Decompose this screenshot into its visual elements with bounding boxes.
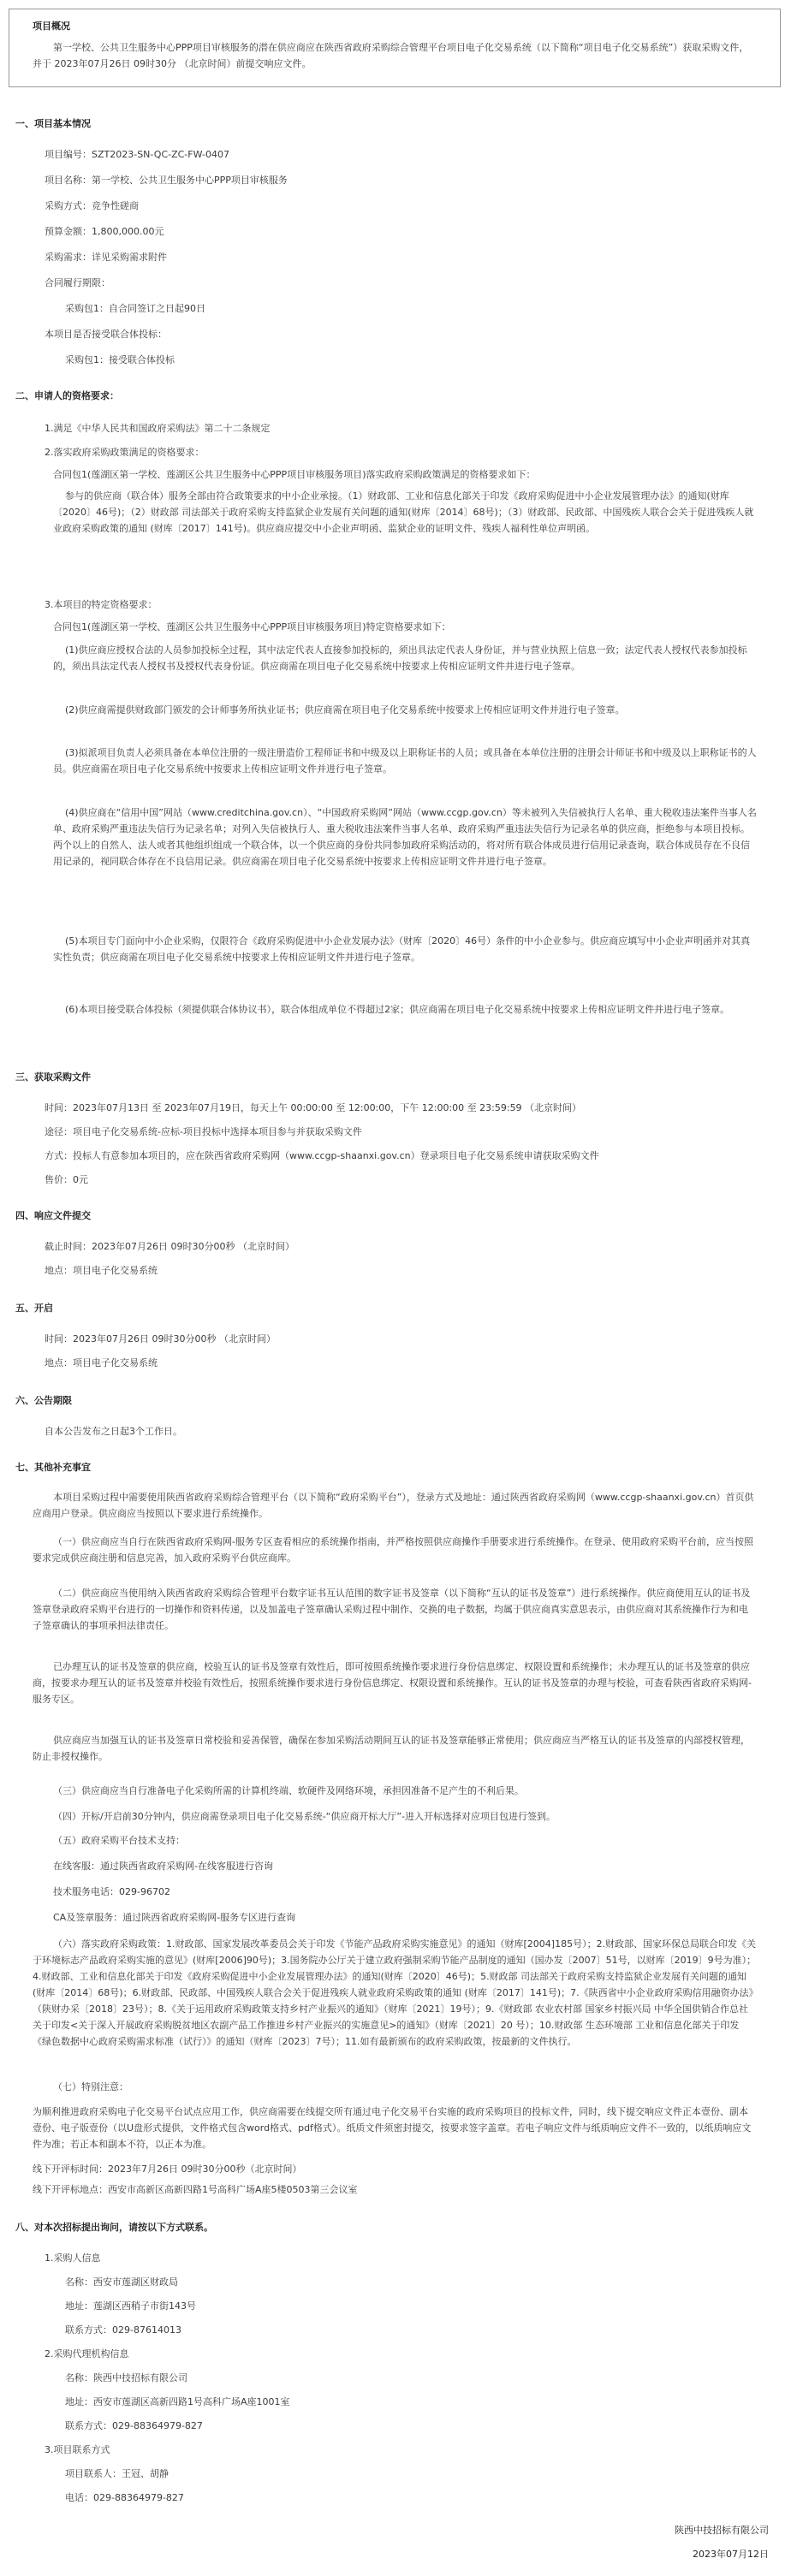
section-3-title: 三、获取采购文件 — [15, 1071, 91, 1083]
project-contact-heading: 3.项目联系方式 — [45, 2444, 110, 2455]
supplement-item-6-policies: （六）落实政府采购政策：1.财政部、国家发展改革委员会关于印发《节能产品政府采购实施意见》的通知（财库[2004]185号）；2.财政部、国家环保总局联合印发《关于环境标志产品政府采购实施的意见》(财库[2006]90号)；3.国务院办公厅关于建立政府强制采购节能产品制度的通知（国办发〔2007〕51号，以财库〔2019〕9号为准）；4.财政部、工业和信息化部关于印发《政府采购促进中小企业发展管理办法》的通知(财库〔2020〕46号)；5.财政部 司法部关于政府采购支持监狱企业发展有关问题的通知(财库〔2014〕68号)；6.财政部、民政部、中国残疾人联合会关于促进残疾人就业政府采购政策的通知 (财库〔2017〕141号)；7.《陕西省中小企业政府采购信用融资办法》（陕财办采〔2018〕23号）；8.《关于运用政府采购政策支持乡村产业振兴的通知》（财库〔2021〕19号）；9.《财政部 农业农村部 国家乡村振兴局 中华全国供销合作总社关于印发<关于深入开展政府采购脱贫地区农副产品工作推进乡村产业振兴的实施意见>的通知》（财库〔2021〕20 号）；10.财政部 生态环境部 工业和信息化部关于印发《绿色数据中心政府采购需求标准（试行）》的通知（财库〔2023〕7号）；11.如有最新颁布的政府采购政策，按最新的文件执行。 — [33, 1938, 757, 2047]
procurement-requirement: 采购需求：详见采购需求附件 — [45, 252, 167, 263]
signature-date: 2023年07月12日 — [693, 2549, 769, 2560]
qualification-3b: (1)供应商应授权合法的人员参加投标全过程，其中法定代表人直接参加投标的，须出具法定代表人身份证，并与营业执照上信息一致；法定代表人授权代表参加投标的，须出具法定代表人授权书及授权代表身份证。供应商需在项目电子化交易系统中按要求上传相应证明文件并进行电子签章。 — [53, 644, 747, 672]
supplement-item-7: （七）特别注意： — [53, 2081, 128, 2092]
opening-location: 地点：项目电子化交易系统 — [45, 1357, 158, 1368]
qualification-3e: (4)供应商在“信用中国”网站（www.creditchina.gov.cn）、“中国政府采购网”网站（www.ccgp.gov.cn）等未被列入失信被执行人名单、重大税收违法案件当事人名单、政府采购严重违法失信行为记录名单；对列入失信被执行人、重大税收违法案件当事人名单、政府采购严重违法失信行为记录名单的供应商，拒绝参与本项目投标。两个以上的自然人、法人或者其他组织组成一个联合体，以一个供应商的身份共同参加政府采购活动的，将对所有联合体成员进行信用记录查询，联合体成员存在不良信用记录的，视同联合体存在不良信用记录。供应商需在项目电子化交易系统中按要求上传相应证明文件并进行电子签章。 — [53, 807, 757, 867]
announcement-period: 自本公告发布之日起3个工作日。 — [45, 1426, 182, 1437]
purchaser-contact: 联系方式：029-87614013 — [65, 2324, 181, 2336]
supplement-item-5: （五）政府采购平台技术支持： — [53, 1835, 185, 1846]
procurement-method: 采购方式：竞争性磋商 — [45, 200, 139, 211]
qualification-3: 3.本项目的特定资格要求： — [45, 599, 158, 610]
qualification-2a: 合同包1(莲湖区第一学校、莲湖区公共卫生服务中心PPP项目审核服务项目)落实政府采购政策满足的资格要求如下： — [53, 469, 536, 480]
summary-title: 项目概况 — [33, 21, 70, 32]
offline-opening-time: 线下开评标时间：2023年7月26日 09时30分00秒（北京时间） — [33, 2163, 302, 2175]
section-1-title: 一、项目基本情况 — [15, 118, 91, 129]
qualification-1: 1.满足《中华人民共和国政府采购法》第二十二条规定 — [45, 423, 271, 434]
online-service: 在线客服：通过陕西省政府采购网-在线客服进行咨询 — [53, 1861, 273, 1872]
contract-period-value: 采购包1：自合同签订之日起90日 — [65, 303, 205, 314]
consortium-label: 本项目是否接受联合体投标： — [45, 329, 167, 340]
consortium-value: 采购包1：接受联合体投标 — [65, 354, 175, 365]
supplement-item-4: （四）开标/开启前30分钟内，供应商需登录项目电子化交易系统-“供应商开标大厅”-进入开标选择对应项目包进行签到。 — [53, 1811, 556, 1822]
purchaser-address: 地址：莲湖区西稍子市街143号 — [65, 2300, 196, 2312]
acquire-channel: 途径：项目电子化交易系统-应标-项目投标中选择本项目参与并获取采购文件 — [45, 1126, 362, 1137]
agency-name: 名称：陕西中技招标有限公司 — [65, 2372, 187, 2383]
contract-period-label: 合同履行期限： — [45, 277, 110, 288]
qualification-3a: 合同包1(莲湖区第一学校、莲湖区公共卫生服务中心PPP项目审核服务项目)特定资格要求如下： — [53, 621, 451, 632]
summary-text: 第一学校、公共卫生服务中心PPP项目审核服务的潜在供应商应在陕西省政府采购综合管理平台项目电子化交易系统（以下简称“项目电子化交易系统”）获取采购文件，并于 2023年07月26日 09时30分 （北京时间）前提交响应文件。 — [33, 42, 749, 69]
purchaser-name: 名称：西安市莲湖区财政局 — [65, 2276, 178, 2288]
special-notice: 为顺利推进政府采购电子化交易平台试点应用工作，供应商需要在线提交所有通过电子化交易平台实施的政府采购项目的投标文件，同时，线下提交响应文件正本壹份、副本壹份、电子版壹份（以U盘形式提供，文件格式包含word格式、pdf格式）。纸质文件须密封提交，按要求签字盖章。若电子响应文件与纸质响应文件不一致的，以纸质响应文件为准；若正本和副本不符，以正本为准。 — [33, 2106, 752, 2150]
budget-amount: 预算金额：1,800,000.00元 — [45, 226, 164, 237]
purchaser-info-heading: 1.采购人信息 — [45, 2253, 101, 2264]
project-contact-phone: 电话：029-88364979-827 — [65, 2492, 184, 2503]
supplement-item-1: （一）供应商应当自行在陕西省政府采购网-服务专区查看相应的系统操作指南，并严格按照供应商操作手册要求进行系统操作。在登录、使用政府采购平台前，应当按照要求完成供应商注册和信息完善，加入政府采购平台供应商库。 — [33, 1536, 753, 1564]
section-5-title: 五、开启 — [15, 1303, 53, 1314]
opening-time: 时间：2023年07月26日 09时30分00秒 （北京时间） — [45, 1333, 276, 1344]
signature-org: 陕西中技招标有限公司 — [675, 2525, 769, 2536]
supplement-item-2: （二）供应商应当使用纳入陕西省政府采购综合管理平台数字证书互认范围的数字证书及签章（以下简称“互认的证书及签章”）进行系统操作。供应商使用互认的证书及签章登录政府采购平台进行的一切操作和资料传递，以及加盖电子签章确认采购过程中制作、交换的电子数据，均属于供应商真实意思表示，由供应商对其系统操作行为和电子签章确认的事项承担法律责任。 — [33, 1588, 751, 1631]
qualification-2: 2.落实政府采购政策满足的资格要求： — [45, 447, 205, 458]
qualification-3g: (6)本项目接受联合体投标（须提供联合体协议书），联合体组成单位不得超过2家；供应商需在项目电子化交易系统中按要求上传相应证明文件并进行电子签章。 — [65, 1004, 730, 1015]
section-6-title: 六、公告期限 — [15, 1395, 72, 1406]
tech-support-phone: 技术服务电话：029-96702 — [53, 1886, 170, 1897]
project-number: 项目编号：SZT2023-SN-QC-ZC-FW-0407 — [45, 149, 229, 160]
acquire-price: 售价：0元 — [45, 1174, 88, 1185]
section-8-title: 八、对本次招标提出询问，请按以下方式联系。 — [15, 2222, 213, 2233]
supplement-item-3: （三）供应商应当自行准备电子化采购所需的计算机终端、软硬件及网络环境，承担因准备不足产生的不利后果。 — [53, 1785, 524, 1796]
project-name: 项目名称：第一学校、公共卫生服务中心PPP项目审核服务 — [45, 175, 288, 186]
qualification-3f: (5)本项目专门面向中小企业采购，仅限符合《政府采购促进中小企业发展办法》（财库〔2020〕46号）条件的中小企业参与。供应商应填写中小企业声明函并对其真实性负责；供应商需在项目电子化交易系统中按要求上传相应证明文件并进行电子签章。 — [53, 935, 751, 963]
supplement-intro: 本项目采购过程中需要使用陕西省政府采购综合管理平台（以下简称“政府采购平台”），登录方式及地址：通过陕西省政府采购网（www.ccgp-shaanxi.gov.cn）首页供应商用户登录。供应商应当按照以下要求进行系统操作。 — [33, 1492, 754, 1519]
project-contact-person: 项目联系人：王冠、胡静 — [65, 2468, 169, 2479]
agency-info-heading: 2.采购代理机构信息 — [45, 2348, 129, 2359]
qualification-2b: 参与的供应商（联合体）服务全部由符合政策要求的中小企业承接。（1）财政部、工业和信息化部关于印发《政府采购促进中小企业发展管理办法》的通知(财库〔2020〕46号)；（2）财政部 司法部关于政府采购支持监狱企业发展有关问题的通知(财库〔2014〕68号)；（3）财政部、民政部、中国残疾人联合会关于促进残疾人就业政府采购政策的通知 (财库〔2017〕141号)。供应商应提交中小企业声明函、监狱企业的证明文件、残疾人福利性单位声明函。 — [53, 490, 754, 534]
section-4-title: 四、响应文件提交 — [15, 1210, 91, 1221]
offline-opening-location: 线下开评标地点：西安市高新区高新四路1号高科广场A座5楼0503第三会议室 — [33, 2184, 358, 2195]
ca-signature-service: CA及签章服务：通过陕西省政府采购网-服务专区进行查询 — [53, 1912, 296, 1923]
agency-contact: 联系方式：029-88364979-827 — [65, 2420, 203, 2431]
acquire-time: 时间：2023年07月13日 至 2023年07月19日，每天上午 00:00:00 至 12:00:00，下午 12:00:00 至 23:59:59 （北京时间） — [45, 1102, 582, 1113]
section-2-title: 二、申请人的资格要求： — [15, 390, 119, 401]
section-7-title: 七、其他补充事宜 — [15, 1462, 91, 1473]
qualification-3d: (3)拟派项目负责人必须具备在本单位注册的一级注册造价工程师证书和中级及以上职称证书的人员；或具备在本单位注册的注册会计师证书和中级及以上职称证书的人员。供应商需在项目电子化交易系统中按要求上传相应证明文件并进行电子签章。 — [53, 747, 757, 775]
submission-deadline: 截止时间：2023年07月26日 09时30分00秒 （北京时间） — [45, 1241, 294, 1252]
qualification-3c: (2)供应商需提供财政部门颁发的会计师事务所执业证书；供应商需在项目电子化交易系统中按要求上传相应证明文件并进行电子签章。 — [65, 704, 625, 715]
supplement-item-2-note: 供应商应当加强互认的证书及签章日常校验和妥善保管，确保在参加采购活动期间互认的证书及签章能够正常使用；供应商应当严格互认的证书及签章的内部授权管理，防止非授权操作。 — [33, 1735, 750, 1762]
supplement-item-2-detail: 已办理互认的证书及签章的供应商，校验互认的证书及签章有效性后，即可按照系统操作要求进行身份信息绑定、权限设置和系统操作；未办理互认的证书及签章的供应商，按要求办理互认的证书及签章并校验有效性后，按照系统操作要求进行身份信息绑定、权限设置和系统操作。互认的证书及签章的办理与校验，可查看陕西省政府采购网-服务专区。 — [33, 1661, 752, 1705]
acquire-method: 方式：投标人有意参加本项目的，应在陕西省政府采购网（www.ccgp-shaanxi.gov.cn）登录项目电子化交易系统申请获取采购文件 — [45, 1150, 599, 1161]
agency-address: 地址：西安市莲湖区高新四路1号高科广场A座1001室 — [65, 2396, 290, 2407]
submission-location: 地点：项目电子化交易系统 — [45, 1265, 158, 1276]
